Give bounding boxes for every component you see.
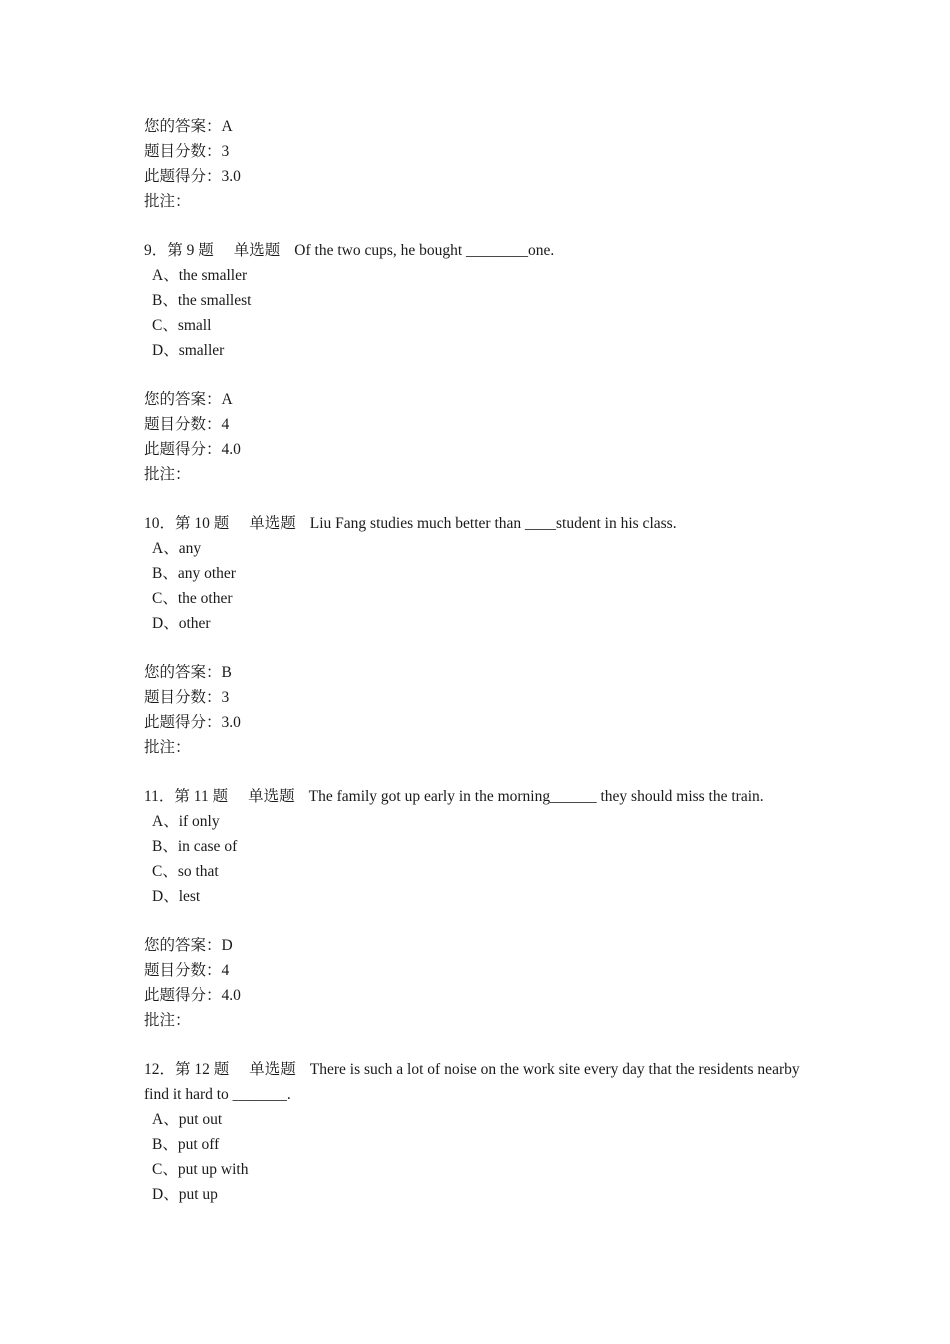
question-type: 单选题 bbox=[249, 515, 296, 532]
option-a: A、the smaller bbox=[152, 267, 248, 284]
question-block bbox=[144, 784, 824, 909]
comment-line bbox=[144, 735, 824, 760]
question-type: 单选题 bbox=[249, 1061, 296, 1078]
score-label: 题目分数： bbox=[144, 689, 222, 706]
score-value: 4 bbox=[221, 416, 230, 433]
result-block bbox=[144, 387, 824, 487]
earned-value: 4.0 bbox=[221, 987, 241, 1004]
your-answer-line bbox=[144, 660, 824, 685]
answer-label: 您的答案： bbox=[144, 937, 222, 954]
option-c: C、small bbox=[152, 317, 212, 334]
question-score-line bbox=[144, 685, 824, 710]
option-b: B、the smallest bbox=[152, 292, 252, 309]
score-label: 题目分数： bbox=[144, 416, 222, 433]
question-header bbox=[144, 238, 824, 263]
your-answer-line bbox=[144, 114, 824, 139]
earned-label: 此题得分： bbox=[144, 168, 222, 185]
option-c: C、the other bbox=[152, 590, 233, 607]
option-b: B、put off bbox=[152, 1136, 220, 1153]
result-block bbox=[144, 660, 824, 760]
question-text: There is such a lot of noise on the work site every day that the residents nearby find it hard to _______. bbox=[144, 1061, 800, 1103]
question-text: Of the two cups, he bought ________one. bbox=[294, 242, 555, 259]
earned-score-line bbox=[144, 983, 824, 1008]
question-header bbox=[144, 1057, 824, 1107]
question-block bbox=[144, 1057, 824, 1207]
comment-line bbox=[144, 462, 824, 487]
score-label: 题目分数： bbox=[144, 962, 222, 979]
question-number: 11．第 11 题 bbox=[144, 788, 229, 805]
question-score-line bbox=[144, 412, 824, 437]
earned-score-line bbox=[144, 710, 824, 735]
answer-label: 您的答案： bbox=[144, 664, 222, 681]
question-block bbox=[144, 511, 824, 636]
your-answer-line bbox=[144, 933, 824, 958]
earned-label: 此题得分： bbox=[144, 714, 222, 731]
option-b: B、in case of bbox=[152, 838, 238, 855]
earned-score-line bbox=[144, 164, 824, 189]
question-header bbox=[144, 511, 824, 536]
score-label: 题目分数： bbox=[144, 143, 222, 160]
answer-value: A bbox=[221, 118, 233, 135]
earned-label: 此题得分： bbox=[144, 987, 222, 1004]
earned-value: 3.0 bbox=[221, 168, 241, 185]
comment-line bbox=[144, 189, 824, 214]
question-text: The family got up early in the morning______ they should miss the train. bbox=[308, 788, 764, 805]
score-value: 3 bbox=[221, 143, 230, 160]
score-value: 4 bbox=[221, 962, 230, 979]
result-block bbox=[144, 933, 824, 1033]
option-d: D、lest bbox=[152, 888, 201, 905]
answer-value: D bbox=[221, 937, 233, 954]
result-block bbox=[144, 114, 824, 214]
earned-value: 3.0 bbox=[221, 714, 241, 731]
question-block bbox=[144, 238, 824, 363]
option-a: A、if only bbox=[152, 813, 220, 830]
question-type: 单选题 bbox=[233, 242, 281, 259]
answer-value: B bbox=[221, 664, 232, 681]
question-number: 12．第 12 题 bbox=[144, 1061, 230, 1078]
earned-value: 4.0 bbox=[221, 441, 241, 458]
option-a: A、put out bbox=[152, 1111, 223, 1128]
comment-line bbox=[144, 1008, 824, 1033]
score-value: 3 bbox=[221, 689, 230, 706]
option-d: D、other bbox=[152, 615, 211, 632]
option-a: A、any bbox=[152, 540, 202, 557]
question-text: Liu Fang studies much better than ____student in his class. bbox=[309, 515, 677, 532]
option-d: D、put up bbox=[152, 1186, 218, 1203]
question-score-line bbox=[144, 958, 824, 983]
question-type: 单选题 bbox=[248, 788, 295, 805]
question-header bbox=[144, 784, 824, 809]
answer-value: A bbox=[221, 391, 233, 408]
your-answer-line bbox=[144, 387, 824, 412]
earned-label: 此题得分： bbox=[144, 441, 222, 458]
comment-label: 批注： bbox=[144, 739, 191, 756]
comment-label: 批注： bbox=[144, 1012, 191, 1029]
option-c: C、so that bbox=[152, 863, 219, 880]
comment-label: 批注： bbox=[144, 466, 191, 483]
option-c: C、put up with bbox=[152, 1161, 249, 1178]
question-number: 9．第 9 题 bbox=[144, 242, 214, 259]
question-score-line bbox=[144, 139, 824, 164]
answer-label: 您的答案： bbox=[144, 118, 222, 135]
document-page bbox=[144, 114, 824, 1231]
earned-score-line bbox=[144, 437, 824, 462]
comment-label: 批注： bbox=[144, 193, 191, 210]
option-b: B、any other bbox=[152, 565, 236, 582]
answer-label: 您的答案： bbox=[144, 391, 222, 408]
question-number: 10．第 10 题 bbox=[144, 515, 230, 532]
option-d: D、smaller bbox=[152, 342, 225, 359]
